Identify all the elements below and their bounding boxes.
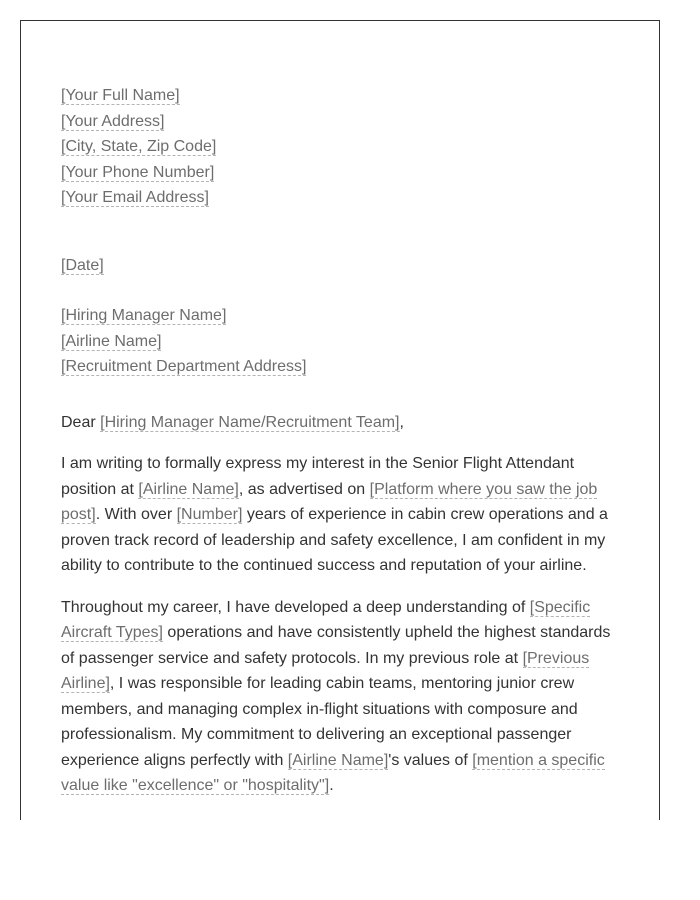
para2-text-3: , I was responsible for leading cabin teams, mentoring junior crew members, and managing complex in-flight situations with composure and professionalism. My commitment to delivering an exceptional passenger experience aligns perfectly with xyxy=(61,675,578,769)
salutation-suffix: , xyxy=(399,413,404,431)
para1-years-placeholder: [Number] xyxy=(176,506,243,523)
salutation-name-placeholder: [Hiring Manager Name/Recruitment Team] xyxy=(100,413,400,431)
para1-text-3: . With over xyxy=(95,506,177,523)
para1-text-2: , as advertised on xyxy=(238,480,370,498)
sender-phone-placeholder: [Your Phone Number] xyxy=(61,163,215,181)
para1-platform-placeholder: [Platform where you saw the job post] xyxy=(61,480,598,523)
para2-previous-airline-placeholder: [Previous Airline] xyxy=(61,649,590,692)
body-paragraph-1 xyxy=(61,451,621,579)
sender-block xyxy=(61,83,621,211)
recipient-block xyxy=(61,303,621,380)
para1-airline-placeholder: [Airline Name] xyxy=(138,480,239,498)
para2-text-1: Throughout my career, I have developed a deep understanding of xyxy=(61,598,530,616)
para2-text-4: 's values of xyxy=(388,751,473,769)
date-placeholder: [Date] xyxy=(61,256,104,274)
recipient-airline-placeholder: [Airline Name] xyxy=(61,332,162,350)
sender-name-placeholder: [Your Full Name] xyxy=(61,87,180,104)
letter-page xyxy=(20,20,660,820)
para2-aircraft-placeholder: [Specific Aircraft Types] xyxy=(61,598,591,641)
sender-city-placeholder: [City, State, Zip Code] xyxy=(61,138,217,155)
salutation-prefix: Dear xyxy=(61,413,101,431)
recipient-manager-placeholder: [Hiring Manager Name] xyxy=(61,307,227,324)
sender-email-placeholder: [Your Email Address] xyxy=(61,189,209,206)
salutation xyxy=(61,410,621,436)
para1-text-1: I am writing to formally express my interest in the Senior Flight Attendant position at xyxy=(61,455,575,498)
para2-airline-placeholder: [Airline Name] xyxy=(287,751,389,769)
sender-address-placeholder: [Your Address] xyxy=(61,112,165,130)
para2-value-placeholder: [mention a specific value like "excellence" or "hospitality"] xyxy=(61,751,605,794)
para2-text-2: operations and have consistently upheld the highest standards of passenger service and safety protocols. In my previous role at xyxy=(61,624,611,667)
cover-letter xyxy=(61,83,621,799)
para2-text-5: . xyxy=(329,777,334,794)
para1-text-4: years of experience in cabin crew operations and a proven track record of leadership and safety excellence, I am confident in my ability to contribute to the continued success and reputation of your airline. xyxy=(61,506,608,574)
body-paragraph-2 xyxy=(61,595,621,799)
date-block xyxy=(61,253,621,279)
recipient-address-placeholder: [Recruitment Department Address] xyxy=(61,358,307,375)
